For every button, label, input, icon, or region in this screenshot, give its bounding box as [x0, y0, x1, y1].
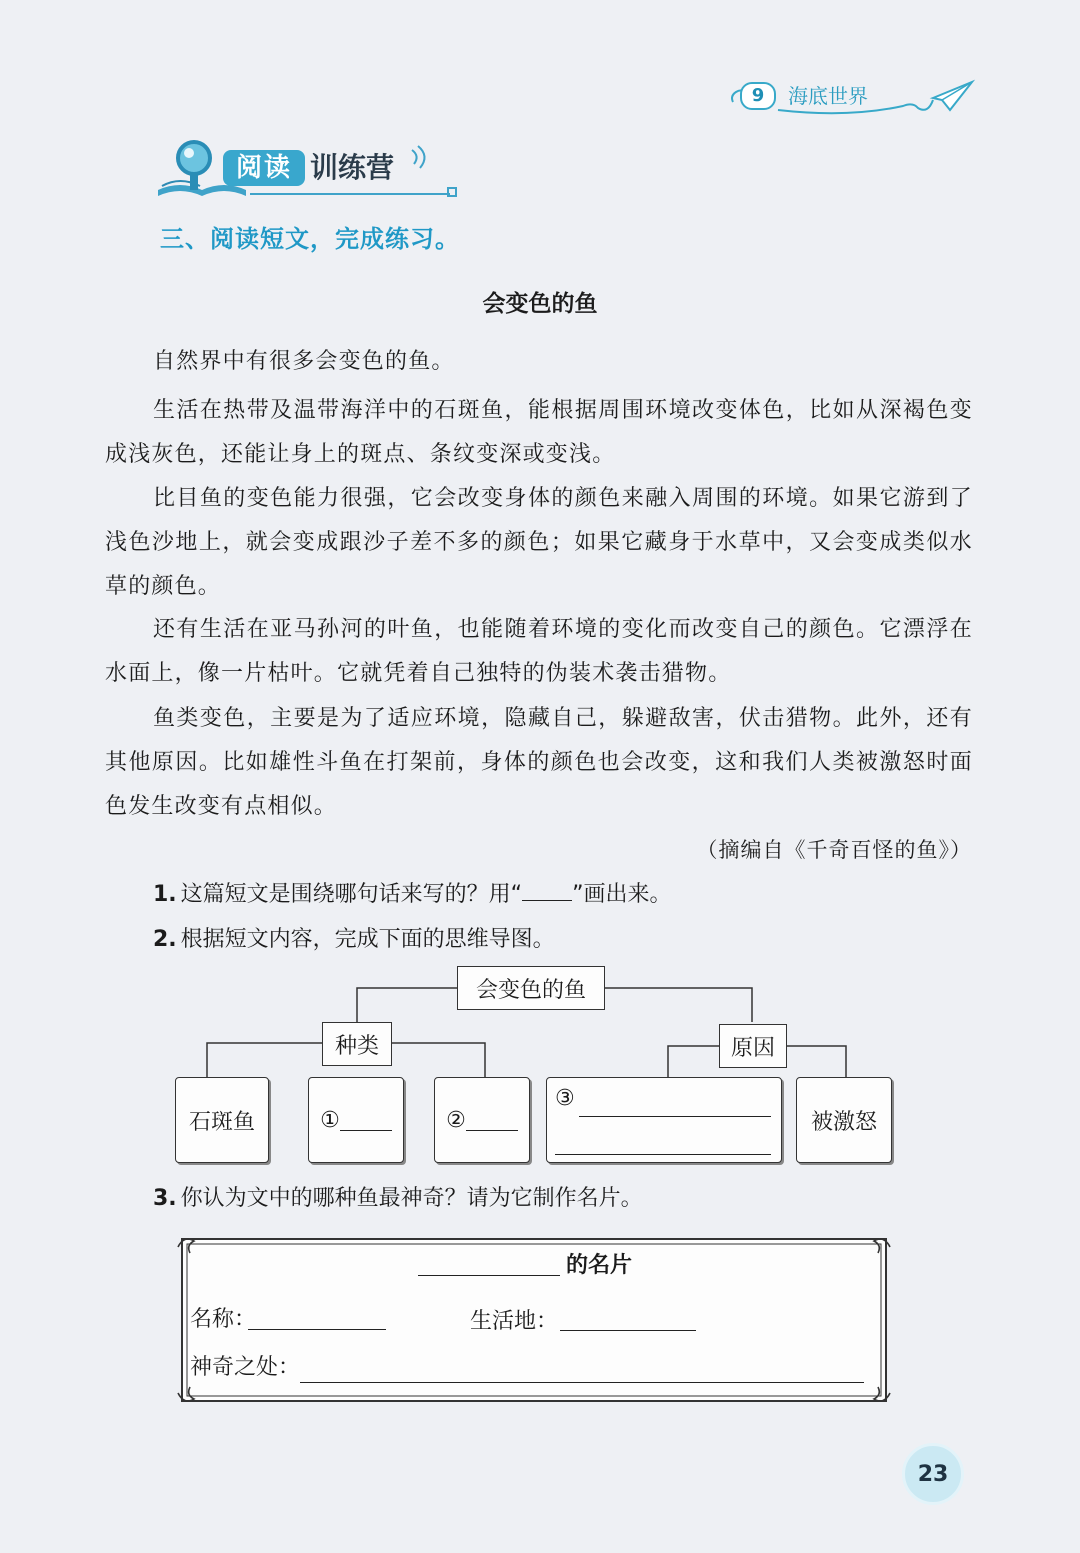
card-title-blank[interactable]: [418, 1275, 560, 1276]
mindmap-root: 会变色的鱼: [457, 966, 605, 1010]
question-2-text: 根据短文内容，完成下面的思维导图。: [180, 927, 555, 952]
mindmap-leaf-blank-1[interactable]: [308, 1077, 404, 1163]
blank-3-line-2: [555, 1154, 771, 1155]
card-habitat-label: 生活地：: [470, 1309, 559, 1334]
question-1-text-a: 这篇短文是围绕哪句话来写的？用“: [180, 882, 523, 907]
card-habitat-blank[interactable]: [560, 1330, 696, 1331]
mindmap-leaf-blank-3[interactable]: [546, 1077, 782, 1163]
passage-paragraph-1: 自然界中有很多会变色的鱼。: [153, 349, 455, 374]
card-magic-blank[interactable]: [300, 1382, 864, 1383]
question-1-text-b: ”画出来。: [572, 882, 672, 907]
section-heading: 三、阅读短文，完成练习。: [160, 225, 460, 253]
card-name-label: 名称：: [190, 1307, 257, 1332]
mindmap-branch-types: 种类: [322, 1022, 392, 1066]
mindmap-leaf-blank-2[interactable]: [434, 1077, 530, 1163]
mindmap-leaf-angered: 被激怒: [796, 1077, 892, 1163]
blank-3-line-1: [579, 1116, 771, 1117]
mindmap-branch-reasons: 原因: [719, 1024, 787, 1068]
passage-title: 会变色的鱼: [482, 291, 598, 317]
banner-highlight: 阅读: [223, 150, 305, 186]
question-3-number: 3.: [153, 1186, 177, 1211]
passage-paragraph-4: 还有生活在亚马孙河的叶鱼，也能随着环境的变化而改变自己的颜色。它漂浮在水面上，像一片枯叶。它就凭着自己独特的伪装术袭击猎物。: [105, 617, 973, 686]
mindmap-leaf-grouper: 石斑鱼: [175, 1077, 269, 1163]
unit-number-badge: 9: [740, 82, 776, 110]
unit-title: 海底世界: [788, 84, 868, 108]
card-name-blank[interactable]: [248, 1329, 386, 1330]
blank-1-mark: ①: [320, 1107, 340, 1133]
card-title: 的名片: [566, 1253, 633, 1278]
question-2-number: 2.: [153, 927, 177, 952]
blank-3-mark: ③: [555, 1086, 575, 1111]
banner-title: 训练营: [310, 151, 395, 184]
blank-1-line: [340, 1110, 392, 1131]
passage-paragraph-2: 生活在热带及温带海洋中的石斑鱼，能根据周围环境改变体色，比如从深褐色变成浅灰色，还能让身上的斑点、条纹变深或变浅。: [105, 398, 973, 467]
question-1-number: 1.: [153, 882, 177, 907]
question-3-text: 你认为文中的哪种鱼最神奇？请为它制作名片。: [180, 1186, 643, 1211]
passage-source: （摘编自《千奇百怪的鱼》）: [696, 838, 972, 862]
blank-2-line: [466, 1110, 518, 1131]
passage-paragraph-3: 比目鱼的变色能力很强，它会改变身体的颜色来融入周围的环境。如果它游到了浅色沙地上，就会变成跟沙子差不多的颜色；如果它藏身于水草中，又会变成类似水草的颜色。: [105, 486, 973, 599]
page-number: 23: [902, 1443, 964, 1505]
question-3: [153, 1181, 643, 1212]
card-magic-label: 神奇之处：: [190, 1355, 301, 1380]
passage-paragraph-5: 鱼类变色，主要是为了适应环境，隐藏自己，躲避敌害，伏击猎物。此外，还有其他原因。比如雄性斗鱼在打架前，身体的颜色也会改变，这和我们人类被激怒时面色发生改变有点相似。: [105, 706, 973, 819]
blank-2-mark: ②: [446, 1107, 466, 1133]
